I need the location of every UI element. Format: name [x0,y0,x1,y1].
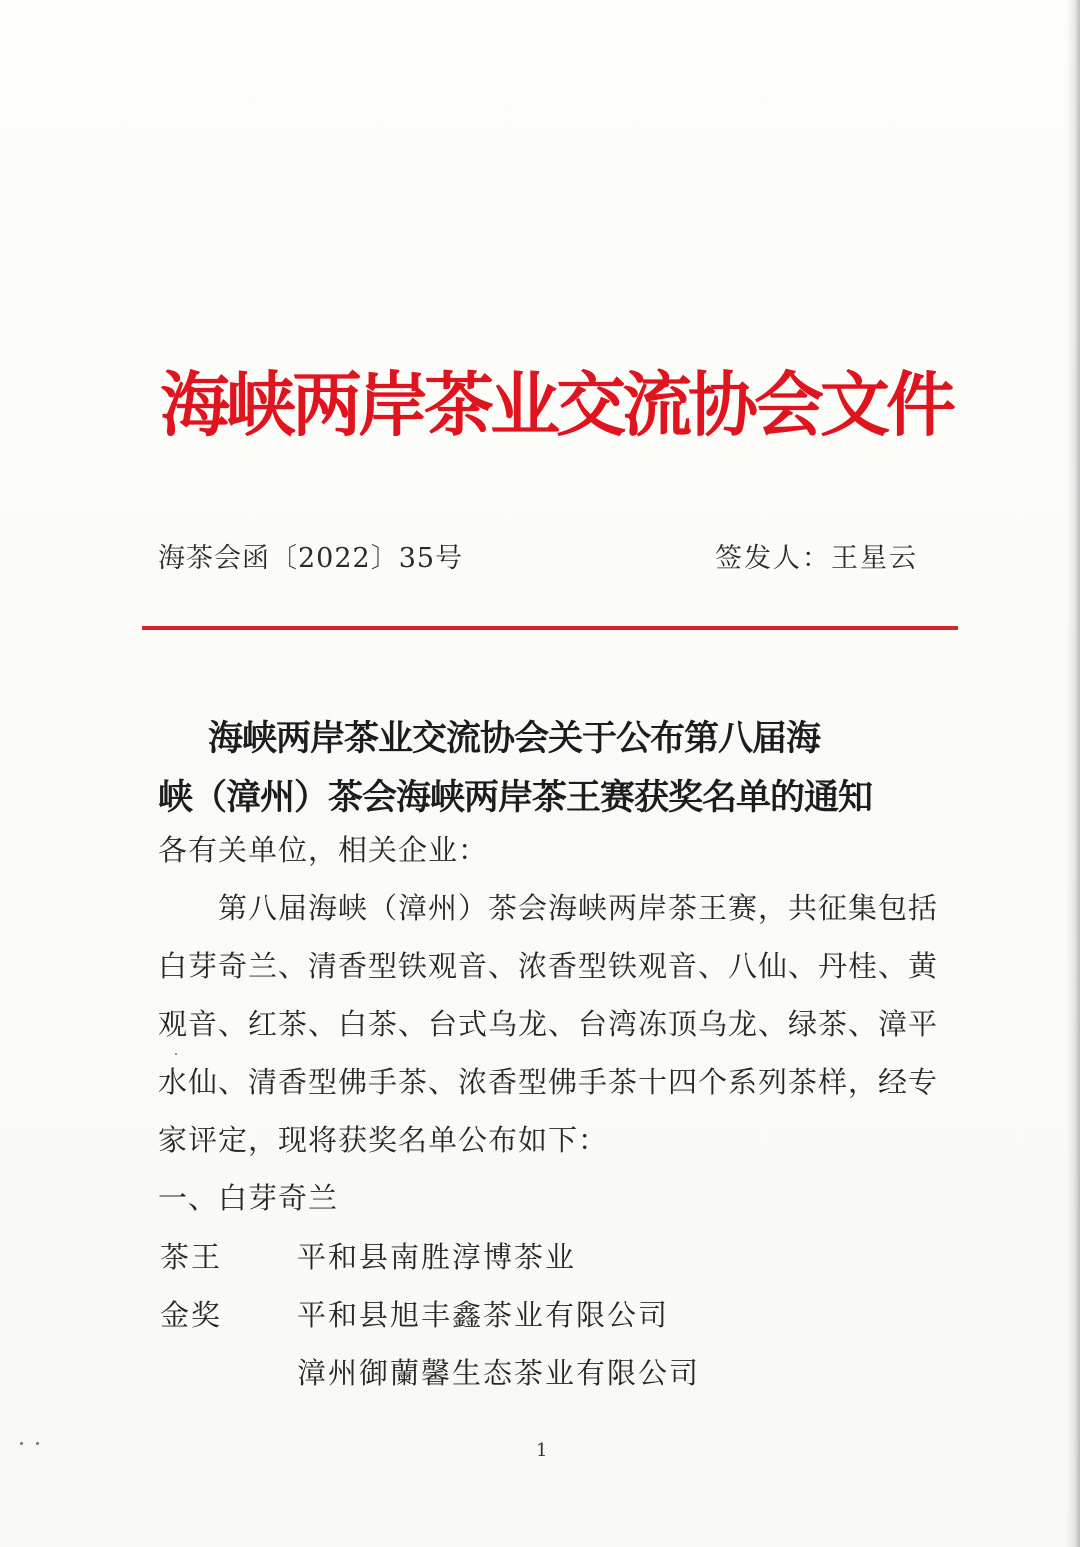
award-label: 金奖 [160,1298,223,1332]
scan-speck [175,1053,177,1055]
award-label: 茶王 [160,1240,223,1274]
scan-speck [20,1442,23,1445]
scan-speck [36,1442,39,1445]
body-line: 家评定，现将获奖名单公布如下： [158,1123,609,1157]
page-number: 1 [536,1440,548,1461]
award-company: 平和县旭丰鑫茶业有限公司 [297,1298,670,1332]
body-line: 水仙、清香型佛手茶、浓香型佛手茶十四个系列茶样，经专 [158,1065,939,1099]
body-line: 第八届海峡（漳州）茶会海峡两岸茶王赛，共征集包括 [218,891,939,925]
scan-edge-shadow [1066,0,1080,1547]
award-company: 漳州御蘭馨生态茶业有限公司 [297,1356,701,1390]
letterhead-title: 海峡两岸茶业交流协会文件 [160,363,952,446]
award-company: 平和县南胜淳博茶业 [297,1240,577,1274]
salutation: 各有关单位，相关企业： [158,833,489,867]
notice-title-line-1: 海峡两岸茶业交流协会关于公布第八届海 [208,719,821,759]
signer: 签发人：王星云 [715,543,918,574]
red-divider-rule [142,626,958,630]
body-line: 白芽奇兰、清香型铁观音、浓香型铁观音、八仙、丹桂、黄 [158,949,939,983]
body-line: 观音、红茶、白茶、台式乌龙、台湾冻顶乌龙、绿茶、漳平 [158,1007,939,1041]
section-heading: 一、白芽奇兰 [158,1181,339,1215]
document-number: 海茶会函〔2022〕35号 [158,543,464,574]
notice-title-line-2: 峡（漳州）茶会海峡两岸茶王赛获奖名单的通知 [158,778,873,818]
